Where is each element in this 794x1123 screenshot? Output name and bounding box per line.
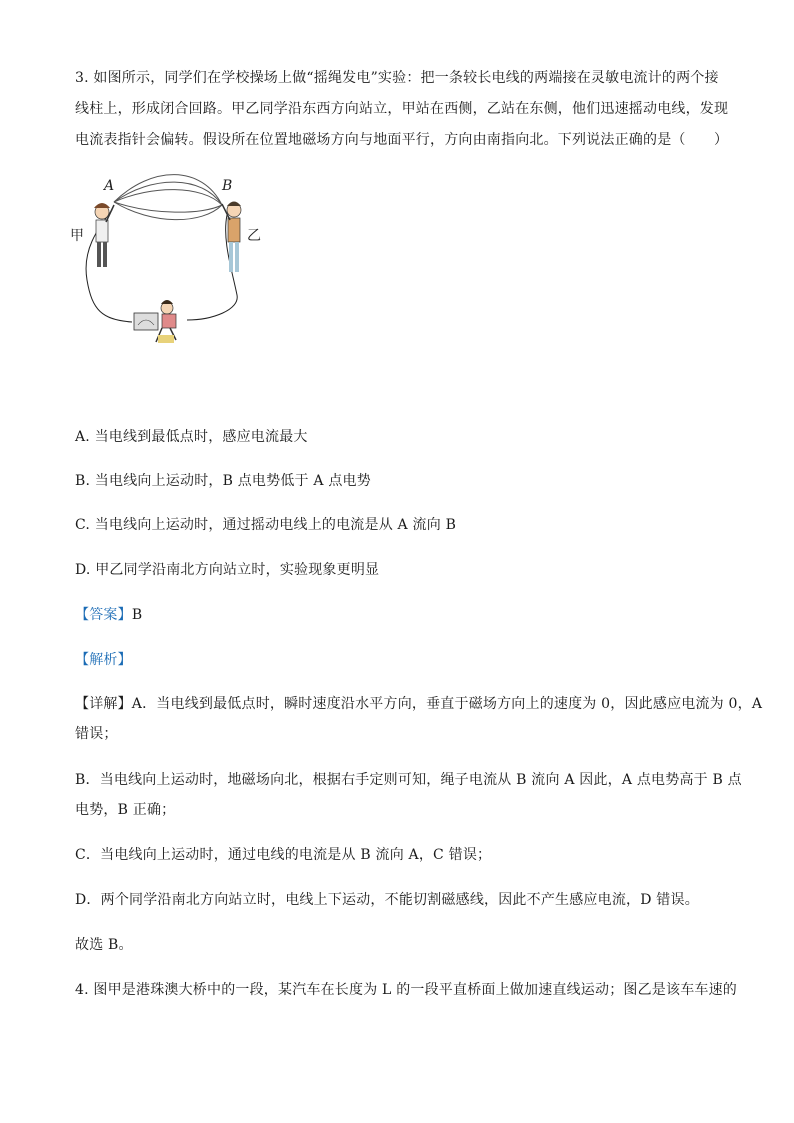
meter-student-figure (134, 300, 176, 343)
label-a: A (104, 178, 115, 194)
analysis-heading (75, 650, 132, 670)
answer-tag: 【答案】 (75, 607, 132, 623)
q3-stem-line3: 电流表指针会偏转。假设所在位置地磁场方向与地面平行，方向由南指向北。下列说法正确的是（ ） (75, 132, 729, 148)
detail-line3: B．当电线向上运动时，地磁场向北，根据右手定则可知，绳子电流从 B 流向 A 因此，A 点电势高于 B 点 (75, 772, 742, 788)
detail-line4: 电势，B 正确； (75, 802, 176, 818)
q3-stem-line2: 线柱上，形成闭合回路。甲乙同学沿东西方向站立，甲站在西侧，乙站在东侧，他们迅速摇动电线，发现 (75, 101, 729, 117)
student-yi-figure (222, 202, 241, 273)
detail-line5: C．当电线向上运动时，通过电线的电流是从 B 流向 A，C 错误； (75, 847, 492, 863)
option-c: C. 当电线向上运动时，通过摇动电线上的电流是从 A 流向 B (75, 517, 457, 533)
q4-stem-line1: 4. 图甲是港珠澳大桥中的一段，某汽车在长度为 L 的一段平直桥面上做加速直线运动；图乙是该车车速的 (75, 982, 738, 998)
option-a: A. 当电线到最低点时，感应电流最大 (75, 429, 308, 445)
q3-stem-line1: 3. 如图所示，同学们在学校操场上做“摇绳发电”实验：把一条较长电线的两端接在灵敏电流计的两个接 (75, 70, 719, 86)
analysis-tag: 【解析】 (75, 652, 132, 668)
option-d: D. 甲乙同学沿南北方向站立时，实验现象更明显 (75, 562, 380, 578)
answer-value: B (131, 607, 143, 623)
label-yi: 乙 (247, 228, 261, 244)
label-jia: 甲 (70, 228, 84, 244)
label-b: B (222, 178, 233, 194)
answer-row (75, 605, 142, 625)
student-jia-figure (94, 203, 114, 267)
detail-line2: 错误； (75, 726, 118, 742)
option-b: B. 当电线向上运动时，B 点电势低于 A 点电势 (75, 473, 371, 489)
detail-line1: 【详解】A．当电线到最低点时，瞬时速度沿水平方向，垂直于磁场方向上的速度为 0，因此感应电流为 0，A (75, 696, 763, 712)
detail-line7: 故选 B。 (75, 937, 133, 953)
q3-figure-rope-generator (62, 170, 292, 370)
detail-line6: D．两个同学沿南北方向站立时，电线上下运动，不能切割磁感线，因此不产生感应电流，D 错误。 (75, 892, 699, 908)
